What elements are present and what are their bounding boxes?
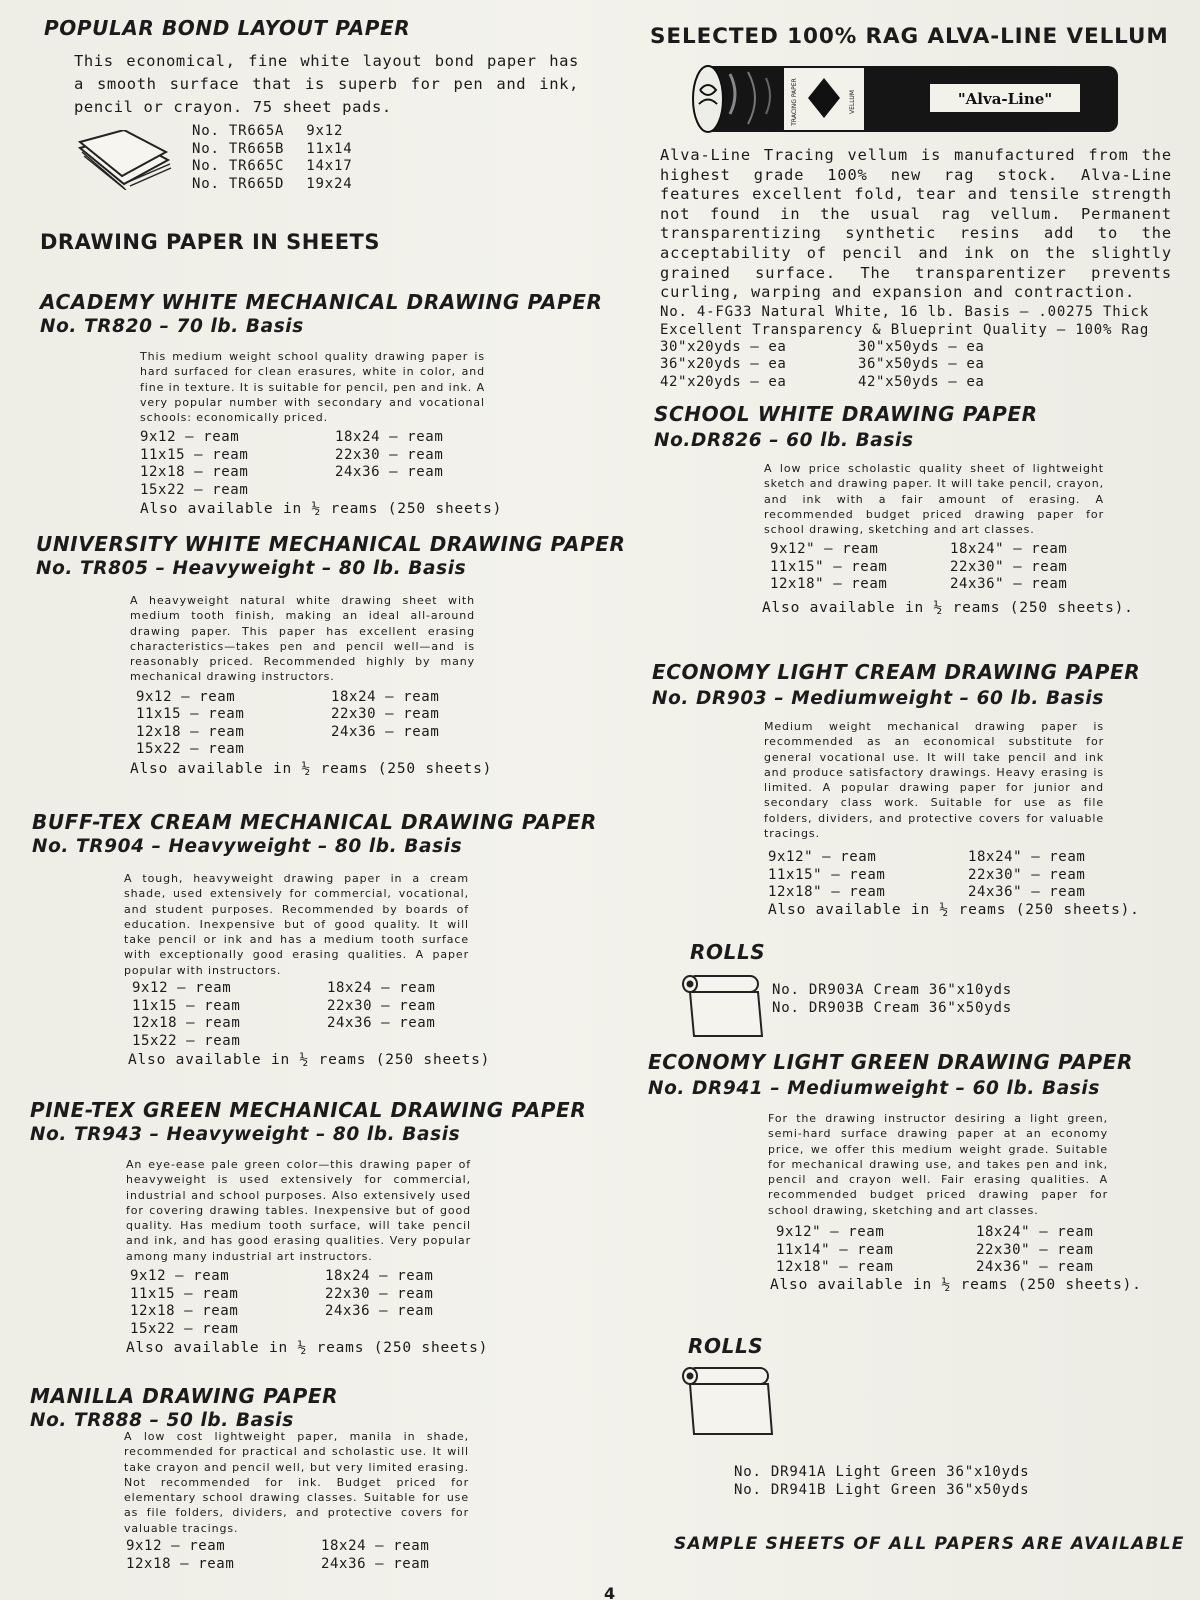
size-entry: 42"x50yds — ea	[858, 373, 985, 390]
cream-rolls-heading: ROLLS	[690, 940, 766, 964]
cream-title: ECONOMY LIGHT CREAM DRAWING PAPER	[652, 660, 1141, 684]
manilla-subtitle: No. TR888 – 50 lb. Basis	[30, 1410, 294, 1431]
size-entry: 11x15 — ream	[132, 997, 241, 1014]
green-rolls-list	[734, 1464, 1029, 1499]
size-entry: 9x12" — ream	[776, 1224, 885, 1241]
size-entry: 11x15 — ream	[130, 1285, 239, 1302]
size-entry: 12x18 — ream	[126, 1555, 235, 1572]
size-entry: 24x36 — ream	[331, 723, 440, 740]
academy-sizes	[140, 429, 590, 499]
size-entry: 18x24" — ream	[968, 849, 1086, 866]
list-item: No. DR903A Cream 36"x10yds	[772, 982, 1012, 998]
vellum-section	[660, 146, 1172, 391]
size-entry: 24x36 — ream	[335, 464, 444, 481]
green-rolls-heading: ROLLS	[688, 1334, 764, 1358]
academy-section	[40, 290, 603, 518]
size-entry: 36"x50yds — ea	[858, 356, 985, 373]
list-item	[192, 176, 352, 194]
size-entry: 30"x20yds — ea	[660, 338, 787, 355]
size-entry: 9x12 — ream	[126, 1538, 226, 1555]
green-subtitle: No. DR941 – Mediumweight – 60 lb. Basis	[648, 1078, 1100, 1099]
school-subtitle: No.DR826 – 60 lb. Basis	[654, 430, 914, 451]
size-entry: 11x15 — ream	[140, 446, 249, 463]
item-number: No. TR665B	[192, 140, 285, 157]
size-entry	[327, 1033, 507, 1051]
academy-subtitle: No. TR820 – 70 lb. Basis	[40, 316, 304, 337]
size-entry: 11x15" — ream	[768, 866, 886, 883]
size-entry: 11x15" — ream	[770, 558, 888, 575]
pinetex-title: PINE-TEX GREEN MECHANICAL DRAWING PAPER	[30, 1098, 587, 1122]
size-entry: 30"x50yds — ea	[858, 338, 985, 355]
manilla-sizes	[126, 1538, 590, 1573]
vellum-tube-small-label-2: VELLUM	[849, 90, 856, 114]
size-entry: 24x36 — ream	[321, 1555, 430, 1572]
vellum-spec-2: Excellent Transparency & Blueprint Quality — 100% Rag	[660, 321, 1150, 338]
size-entry: 18x24 — ream	[321, 1538, 430, 1555]
list-item: No. DR903B Cream 36"x50yds	[772, 999, 1012, 1016]
paper-roll-icon	[680, 974, 766, 1040]
paper-roll-icon-2	[680, 1366, 776, 1438]
cream-sizes	[768, 849, 1182, 902]
size-entry: 24x36" — ream	[968, 884, 1086, 901]
size-entry: 11x14" — ream	[776, 1241, 894, 1258]
size-entry: 12x18 — ream	[130, 1303, 239, 1320]
size-entry: 15x22 — ream	[140, 481, 249, 498]
vellum-tube-label: "Alva-Line"	[957, 90, 1053, 108]
page-number: 4	[604, 1584, 616, 1600]
size-entry: 12x18 — ream	[136, 723, 245, 740]
bufftex-section	[32, 810, 597, 1069]
size-entry: 22x30 — ream	[327, 997, 436, 1014]
size-entry: 24x36" — ream	[976, 1259, 1094, 1276]
item-size: 11x14	[306, 140, 353, 157]
pinetex-availability: Also available in ½ reams (250 sheets)	[126, 1340, 489, 1357]
size-entry: 42"x20yds — ea	[660, 373, 787, 390]
bufftex-availability: Also available in ½ reams (250 sheets)	[128, 1052, 491, 1069]
item-size: 14x17	[306, 158, 353, 174]
academy-availability: Also available in ½ reams (250 sheets)	[140, 501, 503, 518]
size-entry: 9x12" — ream	[770, 541, 879, 558]
list-item: No. DR941A Light Green 36"x10yds	[734, 1464, 1030, 1480]
vellum-tube-small-label: TRACING PAPER	[791, 78, 798, 126]
university-section	[36, 532, 626, 777]
cream-availability: Also available in ½ reams (250 sheets).	[768, 901, 1140, 918]
bufftex-subtitle: No. TR904 – Heavyweight – 80 lb. Basis	[32, 836, 463, 857]
vellum-title: SELECTED 100% RAG ALVA-LINE VELLUM	[650, 24, 1169, 49]
green-section	[648, 1050, 1178, 1293]
bufftex-description: A tough, heavyweight drawing paper in a cream shade, used extensively for commercial, vocational, and student purposes. Recommended by boards of education. Inexpensive but of good quality. It will take pencil or ink and has a medium tooth surface with exceptionally good erasing qualities. A paper popular with instructors.	[124, 872, 469, 977]
list-item	[192, 158, 352, 176]
popular-bond-title: POPULAR BOND LAYOUT PAPER	[44, 16, 411, 40]
university-sizes	[136, 689, 596, 759]
school-description: A low price scholastic quality sheet of lightweight sketch and drawing paper. It will take pencil, crayon, and ink with a fair amount of erasing. A recommended budget priced drawing paper for school drawing, sketching and art classes.	[764, 462, 1104, 537]
bufftex-title: BUFF-TEX CREAM MECHANICAL DRAWING PAPER	[32, 810, 597, 834]
size-entry	[325, 1321, 505, 1339]
popular-bond-item-list	[192, 123, 352, 193]
cream-description: Medium weight mechanical drawing paper is recommended as an economical substitute for general vocational use. It will take pencil and ink and produce satisfactory drawings. Heavy erasing is limited. A popular drawing paper for junior and secondary class work. Suitable for use as file folders, dividers, and protective covers for valuable tracings.	[764, 720, 1104, 841]
size-entry: 36"x20yds — ea	[660, 356, 787, 373]
size-entry: 18x24" — ream	[976, 1224, 1094, 1241]
school-sizes	[770, 541, 1174, 594]
size-entry: 22x30 — ream	[325, 1285, 434, 1302]
university-description: A heavyweight natural white drawing sheet with medium tooth finish, making an ideal all-around drawing paper. This paper has excellent erasing characteristics—takes pen and pencil well—and is reasonably priced. Recommended highly by many mechanical drawing instructors.	[130, 594, 475, 684]
cream-subtitle: No. DR903 – Mediumweight – 60 lb. Basis	[652, 688, 1104, 709]
green-description: For the drawing instructor desiring a light green, semi-hard surface drawing paper at an economy price, we offer this medium weight grade. Suitable for mechanical drawing use, and takes pen and ink, pencil and crayon well. Fair erasing qualities. A recommended budget priced drawing paper for school drawing, sketching and art classes.	[768, 1112, 1108, 1217]
manilla-title: MANILLA DRAWING PAPER	[30, 1384, 339, 1408]
size-entry: 22x30" — ream	[950, 558, 1068, 575]
academy-description: This medium weight school quality drawing paper is hard surfaced for clean erasures, white in color, and fine in texture. It is suitable for pencil, pen and ink. A very popular number with secondary and vocational schools: economically priced.	[140, 350, 485, 425]
school-availability: Also available in ½ reams (250 sheets).	[762, 599, 1134, 616]
university-subtitle: No. TR805 – Heavyweight – 80 lb. Basis	[36, 558, 467, 579]
size-entry: 9x12 — ream	[132, 980, 232, 997]
vellum-sizes	[660, 339, 1172, 392]
school-section	[654, 402, 1174, 616]
popular-bond-description: This economical, fine white layout bond paper has a smooth surface that is superb for pen and ink, pencil or crayon. 75 sheet pads.	[74, 52, 579, 116]
item-number: No. TR665A	[192, 123, 285, 139]
size-entry: 22x30 — ream	[335, 446, 444, 463]
pinetex-section	[30, 1098, 590, 1356]
popular-bond-section	[44, 16, 584, 119]
item-number: No. TR665C	[192, 158, 285, 174]
size-entry: 15x22 — ream	[132, 1032, 241, 1049]
size-entry: 22x30 — ream	[331, 706, 440, 723]
size-entry: 18x24 — ream	[331, 688, 440, 705]
academy-title: ACADEMY WHITE MECHANICAL DRAWING PAPER	[40, 290, 603, 314]
size-entry: 12x18 — ream	[132, 1015, 241, 1032]
size-entry: 15x22 — ream	[136, 741, 245, 758]
size-entry: 12x18" — ream	[776, 1259, 894, 1276]
cream-rolls-list	[772, 982, 1012, 1017]
university-availability: Also available in ½ reams (250 sheets)	[130, 760, 493, 777]
vellum-description: Alva-Line Tracing vellum is manufactured from the highest grade 100% new rag stock. Alva-Line features excellent fold, tear and tensile strength not found in the usual rag vellum. Permanent transparentizing synthetic resins add to the acceptability of pencil and ink on the slightly grained surface. The transparentizer prevents curling, warping and expansion and contraction.	[660, 146, 1172, 302]
size-entry: 9x12 — ream	[140, 429, 240, 446]
green-title: ECONOMY LIGHT GREEN DRAWING PAPER	[648, 1050, 1134, 1074]
list-item	[192, 123, 352, 141]
size-entry: 12x18" — ream	[770, 576, 888, 593]
size-entry: 9x12 — ream	[136, 688, 236, 705]
size-entry: 18x24" — ream	[950, 541, 1068, 558]
green-availability: Also available in ½ reams (250 sheets).	[770, 1276, 1142, 1293]
manilla-section	[30, 1384, 590, 1573]
paper-pad-icon	[76, 130, 172, 190]
size-entry: 18x24 — ream	[327, 980, 436, 997]
list-item	[192, 141, 352, 159]
pinetex-subtitle: No. TR943 – Heavyweight – 80 lb. Basis	[30, 1124, 461, 1145]
university-title: UNIVERSITY WHITE MECHANICAL DRAWING PAPER	[36, 532, 626, 556]
size-entry: 22x30" — ream	[976, 1241, 1094, 1258]
size-entry: 24x36" — ream	[950, 576, 1068, 593]
manilla-description: A low cost lightweight paper, manila in shade, recommended for practical and scholastic use. It will take crayon and pencil well, but very limited erasing. Not recommended for ink. Budget priced for elementary school drawing classes. Suitable for use as file folders, dividers, and protective covers for valuable tracings.	[124, 1430, 469, 1535]
school-title: SCHOOL WHITE DRAWING PAPER	[654, 402, 1038, 426]
size-entry: 15x22 — ream	[130, 1320, 239, 1337]
size-entry: 22x30" — ream	[968, 866, 1086, 883]
size-entry: 18x24 — ream	[335, 429, 444, 446]
pinetex-description: An eye-ease pale green color—this drawing paper of heavyweight is used extensively for commercial, industrial and school purposes. Also extensively used for covering drawing tables. Inexpensive but of good quality. Has medium tooth surface, will take pencil and ink, and has good erasing qualities. Very popular among many industrial art instructors.	[126, 1158, 471, 1263]
item-number: No. TR665D	[192, 175, 285, 192]
cream-section	[652, 660, 1182, 918]
item-size: 9x12	[306, 123, 344, 139]
footer-note: SAMPLE SHEETS OF ALL PAPERS ARE AVAILABLE	[674, 1534, 1185, 1554]
drawing-sheets-heading: DRAWING PAPER IN SHEETS	[40, 230, 380, 254]
vellum-tube-icon	[690, 62, 1130, 138]
size-entry: 12x18" — ream	[768, 884, 886, 901]
size-entry: 12x18 — ream	[140, 464, 249, 481]
size-entry	[331, 741, 511, 759]
size-entry	[335, 482, 515, 500]
item-size: 19x24	[306, 175, 353, 192]
green-sizes	[776, 1224, 1178, 1277]
list-item: No. DR941B Light Green 36"x50yds	[734, 1481, 1030, 1498]
size-entry: 24x36 — ream	[325, 1303, 434, 1320]
size-entry: 24x36 — ream	[327, 1015, 436, 1032]
size-entry: 9x12" — ream	[768, 849, 877, 866]
bufftex-sizes	[132, 980, 592, 1050]
vellum-spec-1: No. 4-FG33 Natural White, 16 lb. Basis — .00275 Thick	[660, 303, 1150, 320]
size-entry: 11x15 — ream	[136, 706, 245, 723]
size-entry: 18x24 — ream	[325, 1268, 434, 1285]
size-entry: 9x12 — ream	[130, 1268, 230, 1285]
pinetex-sizes	[130, 1268, 590, 1338]
